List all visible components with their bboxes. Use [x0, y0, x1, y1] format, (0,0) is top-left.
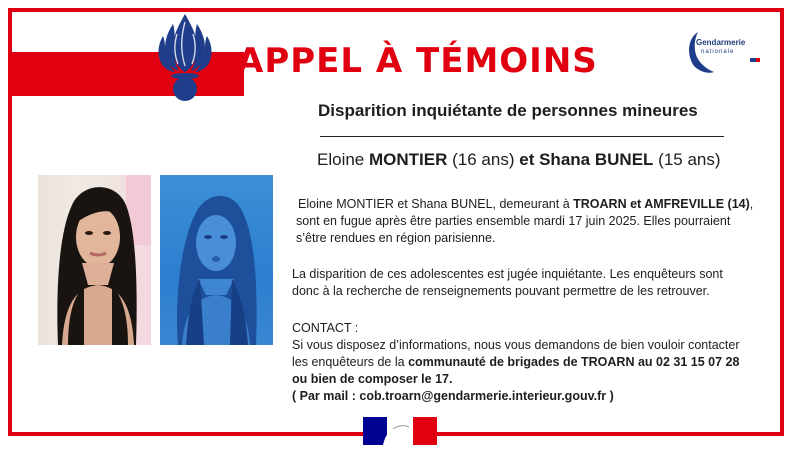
divider: [320, 136, 724, 137]
contact-heading: CONTACT :: [292, 321, 359, 335]
person1-first-name: Eloine: [317, 150, 365, 169]
person1-last-name: MONTIER: [369, 150, 448, 169]
contact-line-2: [292, 354, 739, 371]
description-paragraph-2: [292, 266, 723, 300]
photo-person-1: [38, 175, 151, 345]
gendarmerie-logo: [684, 28, 764, 74]
subtitle: Disparition inquiétante de personnes mineures: [318, 101, 698, 120]
logo-name: Gendarmerie: [696, 38, 746, 47]
concern-line-2: donc à la recherche de renseignements pouvant permettre de les retrouver.: [292, 284, 710, 298]
text-segment: ,: [749, 197, 754, 211]
contact-section: [292, 320, 739, 405]
page-title: APPEL À TÉMOINS: [237, 41, 598, 81]
concern-line-1: La disparition de ces adolescentes est jugée inquiétante. Les enquêteurs sont: [292, 267, 723, 281]
text-segment: Eloine MONTIER et Shana BUNEL, demeurant à: [298, 197, 574, 211]
description-line-1: [292, 196, 753, 213]
text-segment: les enquêteurs de la: [292, 355, 409, 369]
person2-last-name: BUNEL: [594, 150, 654, 169]
contact-line-3: ou bien de composer le 17.: [292, 372, 453, 386]
gendarmerie-grenade-icon: [153, 10, 217, 102]
description-line-2: sont en fugue après être parties ensemble mardi 17 juin 2025. Elles pourraient: [296, 214, 731, 228]
contact-phone[interactable]: communauté de brigades de TROARN au 02 31 15 07 28: [408, 355, 740, 369]
description-paragraph-1: [292, 196, 753, 247]
contact-email[interactable]: ( Par mail : cob.troarn@gendarmerie.interieur.gouv.fr ): [292, 389, 614, 403]
person2-first-name: Shana: [539, 150, 591, 169]
marianne-flag-icon: [363, 417, 437, 445]
person1-age: (16 ans): [452, 150, 515, 169]
missing-persons-names: [317, 150, 721, 170]
names-connector: et: [519, 150, 535, 169]
person2-age: (15 ans): [658, 150, 721, 169]
description-line-3: s’être rendues en région parisienne.: [296, 231, 496, 245]
photo-person-2: [160, 175, 273, 345]
location-text: TROARN et AMFREVILLE (14): [573, 197, 750, 211]
logo-subtitle: nationale: [701, 49, 735, 55]
contact-line-1: Si vous disposez d’informations, nous vous demandons de bien vouloir contacter: [292, 338, 740, 352]
